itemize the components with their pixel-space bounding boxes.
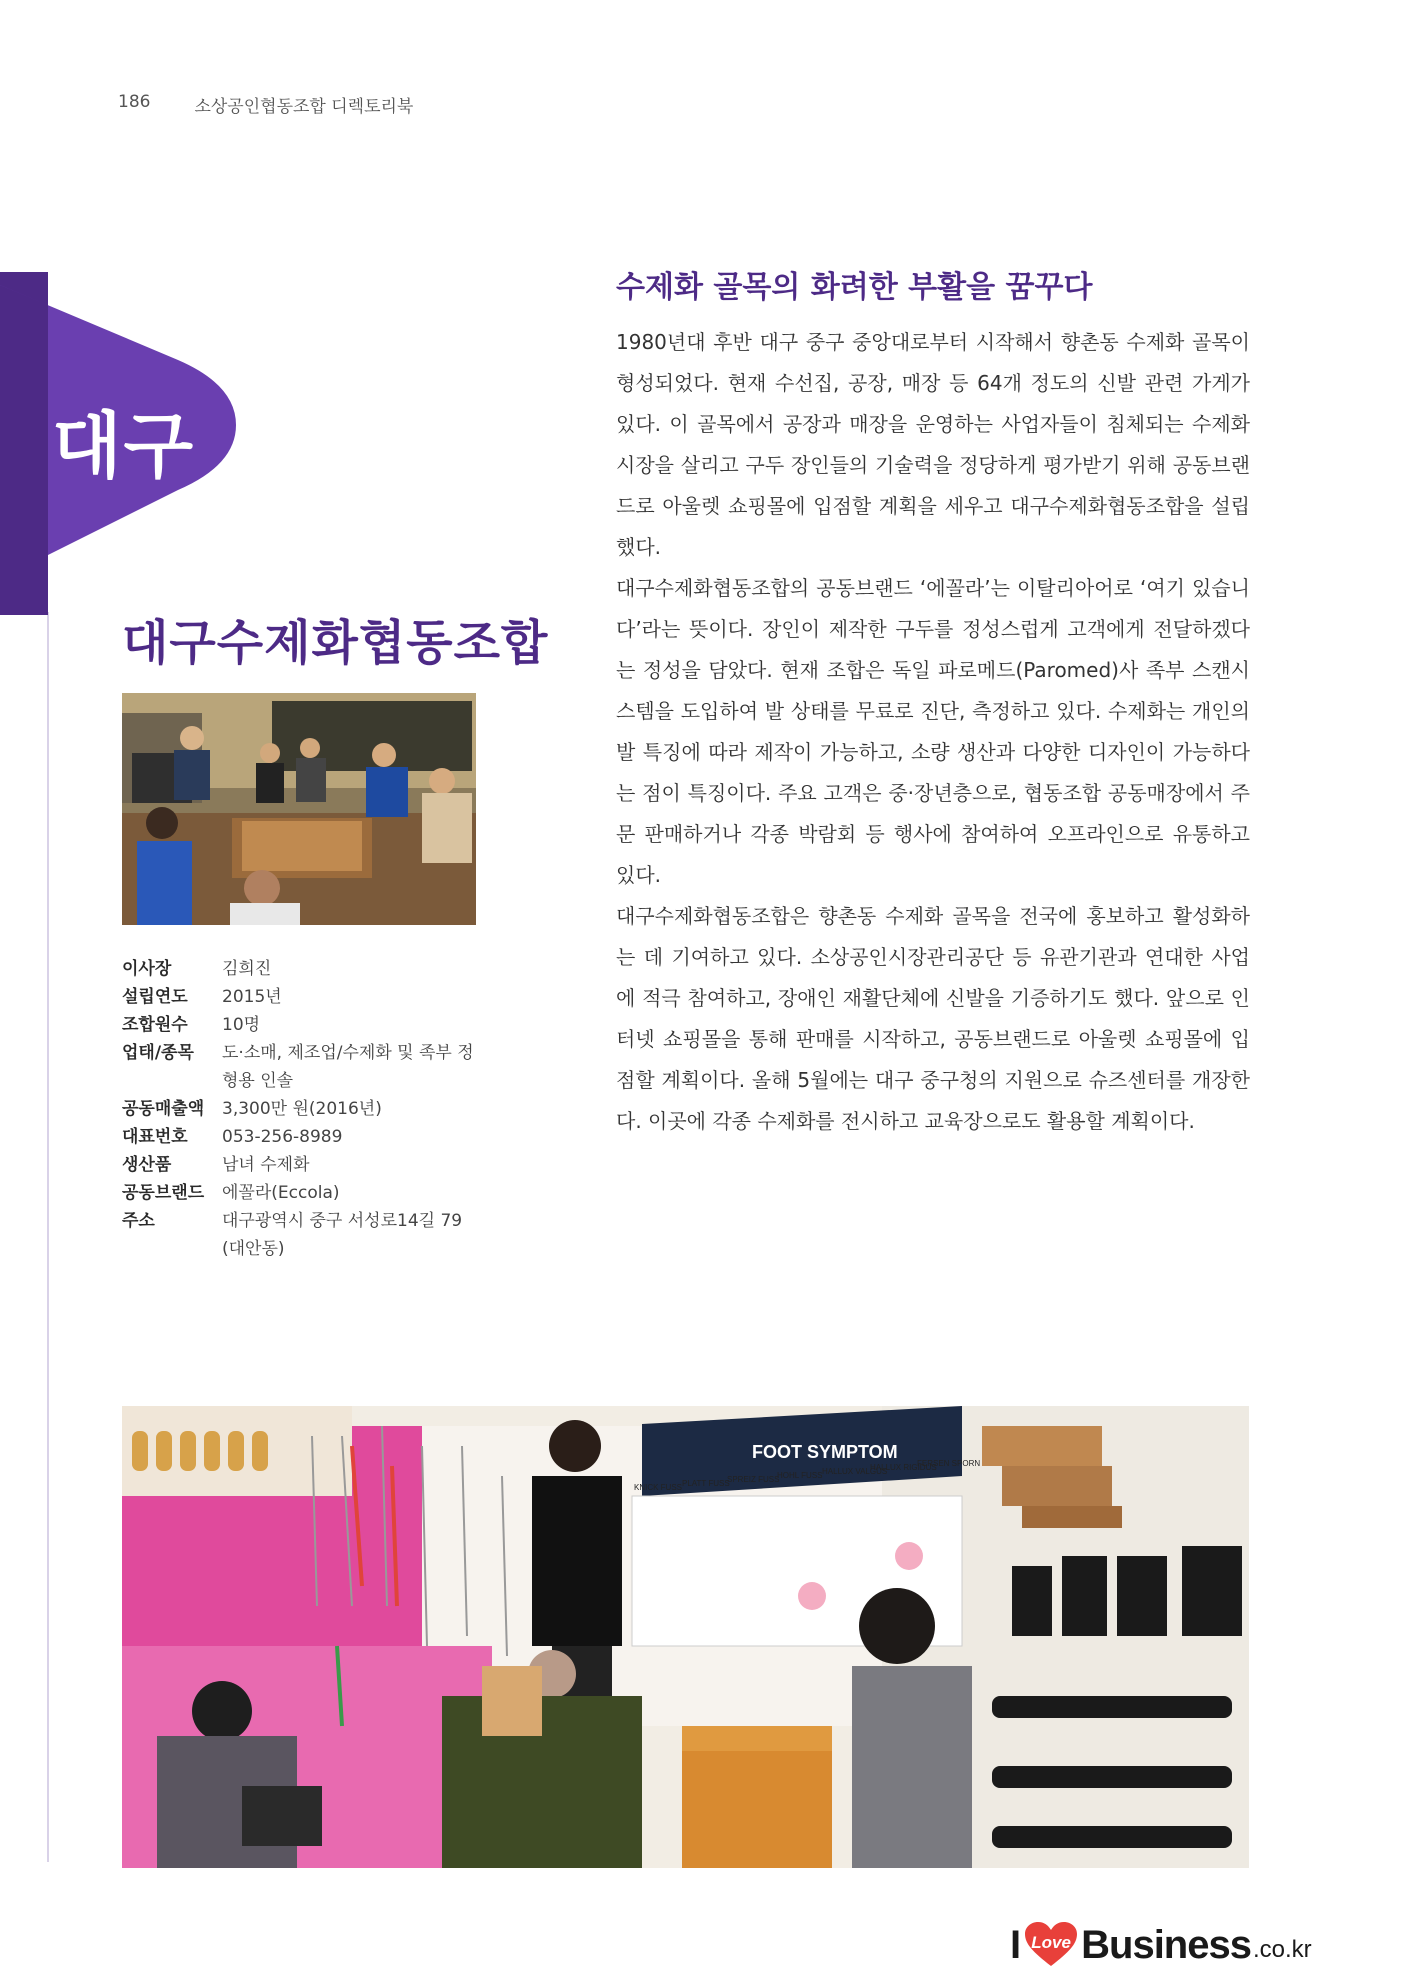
info-value: 도·소매, 제조업/수제화 및 족부 정형용 인솔 — [222, 1043, 474, 1091]
heart-icon — [1025, 1922, 1077, 1968]
info-row — [122, 1011, 482, 1039]
region-tab — [0, 265, 250, 615]
info-row — [122, 955, 482, 983]
logo-i: I — [1010, 1922, 1022, 1967]
article-paragraph: 대구수제화협동조합의 공동브랜드 ‘에꼴라’는 이탈리아어로 ‘여기 있습니다’라는 뜻이다. 장인이 제작한 구두를 정성스럽게 고객에게 전달하겠다는 정성을 담았다. 현재 조합은 독일 파로메드(Paromed)사 족부 스캔시스템을 도입하여 발 상태를 무료로 진단, 측정하고 있다. 수제화는 개인의 발 특징에 따라 제작이 가능하고, 소량 생산과 다양한 디자인이 가능하다는 점이 특징이다. 주요 고객은 중·장년층으로, 협동조합 공동매장에서 주문 판매하거나 각종 박람회 등 행사에 참여하여 오프라인으로 유통하고 있다. — [616, 576, 1250, 887]
chart-column-label: HALLUX RIGIDUS — [870, 1463, 937, 1472]
info-value: 남녀 수제화 — [222, 1155, 310, 1175]
organization-info — [122, 955, 482, 1263]
info-value: 2015년 — [222, 987, 282, 1007]
info-value: 김희진 — [222, 959, 272, 979]
organization-name: 대구수제화협동조합 — [122, 615, 549, 671]
info-row — [122, 1151, 482, 1179]
info-row — [122, 1095, 482, 1123]
article-paragraph: 1980년대 후반 대구 중구 중앙대로부터 시작해서 향촌동 수제화 골목이 형성되었다. 현재 수선집, 공장, 매장 등 64개 정도의 신발 관련 가게가 있다. 이 골목에서 공장과 매장을 운영하는 사업자들이 침체되는 수제화 시장을 살리고 구두 장인들의 기술력을 정당하게 평가받기 위해 공동브랜드로 아울렛 쇼핑몰에 입점할 계획을 세우고 대구수제화협동조합을 설립했다. — [616, 330, 1250, 559]
info-key: 이사장 — [122, 959, 172, 979]
info-key: 대표번호 — [122, 1127, 188, 1147]
logo-love: Love — [1031, 1933, 1071, 1952]
chart-column-label: HOHL FUSS — [777, 1471, 823, 1480]
info-value: 에꼴라(Eccola) — [222, 1183, 340, 1203]
info-value: 대구광역시 중구 서성로14길 79 (대안동) — [222, 1211, 463, 1259]
info-key: 업태/종목 — [122, 1043, 194, 1063]
info-key: 공동브랜드 — [122, 1183, 205, 1203]
info-row — [122, 983, 482, 1011]
info-key: 주소 — [122, 1211, 155, 1231]
info-key: 조합원수 — [122, 1015, 188, 1035]
info-value: 053-256-8989 — [222, 1127, 343, 1147]
article-body — [616, 322, 1250, 1142]
chart-column-label: KNICK FUSS — [634, 1483, 683, 1492]
chart-column-label: FERSEN SPORN — [917, 1459, 981, 1468]
article-title: 수제화 골목의 화려한 부활을 꿈꾸다 — [616, 270, 1093, 305]
article-paragraph: 대구수제화협동조합은 향촌동 수제화 골목을 전국에 홍보하고 활성화하는 데 기여하고 있다. 소상공인시장관리공단 등 유관기관과 연대한 사업에 적극 참여하고, 장애인 재활단체에 신발을 기증하기도 했다. 앞으로 인터넷 쇼핑몰을 통해 판매를 시작하고, 공동브랜드로 아울렛 쇼핑몰에 입점할 계획이다. 올해 5월에는 대구 중구청의 지원으로 슈즈센터를 개장한다. 이곳에 각종 수제화를 전시하고 교육장으로도 활용할 계획이다. — [616, 904, 1250, 1133]
info-value: 10명 — [222, 1015, 261, 1035]
page-header — [118, 92, 413, 117]
chart-column-label: SPREIZ FUSS — [727, 1475, 780, 1484]
region-label: 대구 — [52, 404, 196, 488]
meeting-photo — [122, 693, 476, 925]
info-value: 3,300만 원(2016년) — [222, 1099, 382, 1119]
logo-domain: .co.kr — [1252, 1936, 1312, 1963]
info-key: 공동매출액 — [122, 1099, 205, 1119]
info-row — [122, 1207, 482, 1263]
shop-photo — [122, 1406, 1249, 1868]
page-number: 186 — [118, 92, 151, 112]
logo-business: Business — [1081, 1922, 1251, 1967]
edge-bar-line — [47, 612, 49, 1862]
info-key: 설립연도 — [122, 987, 188, 1007]
chart-column-label: HALLUX VALGUS — [822, 1467, 888, 1476]
footer-logo — [1010, 1922, 1312, 1968]
info-row — [122, 1039, 482, 1095]
info-row — [122, 1123, 482, 1151]
foot-symptom-title: FOOT SYMPTOM — [752, 1442, 898, 1462]
info-key: 생산품 — [122, 1155, 172, 1175]
book-title: 소상공인협동조합 디렉토리북 — [194, 97, 414, 117]
info-row — [122, 1179, 482, 1207]
chart-column-label: PLATT FUSS — [682, 1479, 730, 1488]
